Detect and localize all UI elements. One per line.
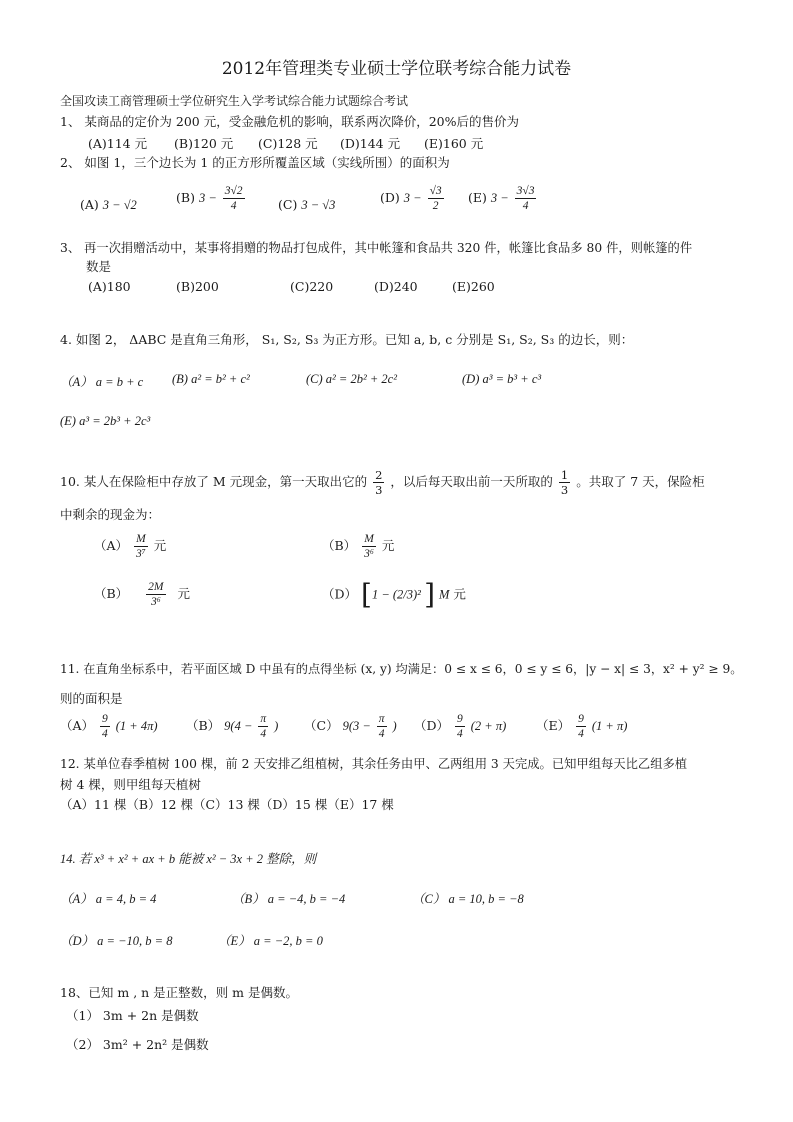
denominator: 4 xyxy=(230,200,237,212)
option-label: (E) xyxy=(468,190,487,205)
question-11-option-d xyxy=(414,712,506,741)
option-label: （C） xyxy=(304,718,339,733)
question-14-option: （D） a = −10, b = 8 xyxy=(60,934,173,948)
page-title: 2012年管理类专业硕士学位联考综合能力试卷 xyxy=(221,59,572,79)
question-10-option-d xyxy=(322,580,466,610)
denominator: 4 xyxy=(102,728,108,740)
denominator: 2 xyxy=(432,200,439,212)
fraction xyxy=(362,532,376,561)
fraction xyxy=(559,468,570,497)
numerator: 9 xyxy=(102,713,108,725)
question-11-option-e xyxy=(536,712,627,741)
question-12-stem: 12. 某单位春季植树 100 棵，前 2 天安排乙组植树，其余任务由甲、乙两组用 3 天完成。已知甲组每天比乙组多植 xyxy=(60,757,688,771)
option-label: （D） xyxy=(322,586,358,602)
numerator: 1 xyxy=(560,468,569,482)
numerator: √3 xyxy=(429,185,442,197)
question-3-option: (C)220 xyxy=(290,279,334,294)
question-1-stem: 1、 某商品的定价为 200 元，受金融危机的影响，联系两次降价，20%后的售价为 xyxy=(60,114,520,129)
fraction xyxy=(373,468,384,497)
unit: 元 xyxy=(381,538,395,553)
question-3-stem-cont: 数是 xyxy=(86,259,112,274)
unit: 元 xyxy=(153,538,167,553)
denominator: 3 xyxy=(375,483,383,497)
question-12-stem-cont: 树 4 棵，则甲组每天植树 xyxy=(60,777,201,792)
question-1-option: (E)160 元 xyxy=(424,136,484,151)
question-3-option: (D)240 xyxy=(374,279,418,294)
question-10-option-b xyxy=(322,532,394,561)
exam-subtitle: 全国攻读工商管理硕士学位研究生入学考试综合能力试题综合考试 xyxy=(60,94,409,108)
question-3-option: (E)260 xyxy=(452,279,495,294)
question-18-stem: 18、已知 m , n 是正整数，则 m 是偶数。 xyxy=(60,985,298,1000)
question-4-option: (E) a³ = 2b³ + 2c³ xyxy=(60,414,151,428)
option-expr: ) xyxy=(274,719,279,733)
fraction xyxy=(134,532,148,561)
option-expr: 3 − xyxy=(490,191,509,205)
option-label: （B） xyxy=(94,586,129,601)
question-14-stem: 14. 若 x³ + x² + ax + b 能被 x² − 3x + 2 整除，则 xyxy=(60,852,317,866)
option-expr: 9(4 − xyxy=(224,719,253,733)
denominator: 3⁶ xyxy=(364,548,374,560)
option-expr: 3 − √3 xyxy=(301,198,336,212)
numerator: 2M xyxy=(148,581,164,593)
numerator: M xyxy=(362,532,376,547)
question-14-option: （A） a = 4, b = 4 xyxy=(60,892,157,906)
stem-part: ，以后每天取出前一天所取的 xyxy=(390,474,553,489)
fraction xyxy=(223,184,245,213)
option-variable: M xyxy=(438,587,450,602)
unit: 元 xyxy=(453,586,466,602)
option-label: (C) xyxy=(278,197,298,212)
fraction xyxy=(576,712,586,741)
question-3-option: (B)200 xyxy=(176,279,219,294)
fraction xyxy=(377,712,387,741)
fraction xyxy=(515,184,537,213)
option-expr: 1 − (2/3)² xyxy=(371,587,425,602)
denominator: 3⁶ xyxy=(150,596,161,608)
question-18-condition: （2） 3m² + 2n² 是偶数 xyxy=(66,1037,209,1052)
question-4-stem: 4. 如图 2， ΔABC 是直角三角形， S₁, S₂, S₃ 为正方形。已知 a, b, c 分别是 S₁, S₂, S₃ 的边长，则： xyxy=(60,332,634,347)
question-14-option: （B） a = −4, b = −4 xyxy=(232,892,346,906)
numerator: 9 xyxy=(457,713,463,725)
option-label: （D） xyxy=(414,718,450,733)
numerator: 2 xyxy=(375,468,383,482)
question-11-option-a xyxy=(60,712,158,741)
question-14-option: （E） a = −2, b = 0 xyxy=(218,934,323,948)
option-label: （E） xyxy=(536,718,571,733)
denominator: 4 xyxy=(378,728,385,740)
question-2-option-d xyxy=(380,184,446,213)
question-2-option-b xyxy=(176,184,247,213)
option-expr: ) xyxy=(392,719,397,733)
question-10-option-a xyxy=(94,532,166,561)
numerator: π xyxy=(378,713,385,725)
fraction xyxy=(455,712,465,741)
numerator: 3√2 xyxy=(224,185,243,197)
question-11-option-c xyxy=(304,712,397,741)
question-11-option-b xyxy=(186,712,278,741)
question-12-options: （A）11 棵（B）12 棵（C）13 棵（D）15 棵（E）17 棵 xyxy=(60,797,394,812)
question-4-option: (C) a² = 2b² + 2c² xyxy=(306,372,397,386)
numerator: 3√3 xyxy=(516,185,535,197)
denominator: 4 xyxy=(578,728,584,740)
question-18-condition: （1） 3m + 2n 是偶数 xyxy=(66,1008,199,1023)
option-label: （B） xyxy=(322,538,357,553)
question-4-option: (B) a² = b² + c² xyxy=(172,372,250,386)
right-bracket: ] xyxy=(424,578,435,611)
question-1-option: (C)128 元 xyxy=(258,136,318,151)
denominator: 4 xyxy=(457,728,463,740)
left-bracket: [ xyxy=(361,578,372,611)
fraction xyxy=(258,712,268,741)
denominator: 3 xyxy=(560,483,569,497)
numerator: π xyxy=(260,713,267,725)
question-4-option: (D) a³ = b³ + c³ xyxy=(462,372,542,386)
question-11-stem: 11. 在直角坐标系中，若平面区域 D 中虽有的点得坐标 (x, y) 均满足：0 ≤ x ≤ 6，0 ≤ y ≤ 6，|y − x| ≤ 3，x² + y² ≥ 9。 xyxy=(60,662,743,676)
stem-part: 10. 某人在保险柜中存放了 M 元现金，第一天取出它的 xyxy=(60,474,368,489)
option-expr: 9(3 − xyxy=(342,719,371,733)
option-expr: 3 − xyxy=(403,191,422,205)
denominator: 4 xyxy=(260,728,267,740)
option-label: （A） xyxy=(60,718,95,733)
numerator: 9 xyxy=(578,713,584,725)
option-expr: (2 + π) xyxy=(470,719,507,733)
question-4-option: （A） a = b + c xyxy=(60,375,144,389)
denominator: 4 xyxy=(522,200,529,212)
question-14-option: （C） a = 10, b = −8 xyxy=(412,892,524,906)
option-label: （B） xyxy=(186,718,221,733)
option-expr: (1 + π) xyxy=(591,719,628,733)
fraction xyxy=(428,184,444,213)
question-10-option-c xyxy=(94,580,190,609)
question-1-option: (A)114 元 xyxy=(88,136,148,151)
option-label: （A） xyxy=(94,538,129,553)
fraction xyxy=(100,712,110,741)
question-10-stem xyxy=(60,468,705,497)
question-1-option: (B)120 元 xyxy=(174,136,234,151)
question-10-stem-cont: 中剩余的现金为： xyxy=(60,507,161,522)
question-3-stem: 3、 再一次捐赠活动中，某事将捐赠的物品打包成件，其中帐篷和食品共 320 件，帐篷比食品多 80 件，则帐篷的件 xyxy=(60,241,693,255)
denominator: 3⁷ xyxy=(136,548,146,560)
question-2-stem: 2、 如图 1，三个边长为 1 的正方形所覆盖区域（实线所围）的面积为 xyxy=(60,155,450,170)
stem-part: 。共取了 7 天，保险柜 xyxy=(576,474,705,489)
question-1-option: (D)144 元 xyxy=(340,136,401,151)
option-expr: (1 + 4π) xyxy=(115,719,158,733)
option-expr: 3 − √2 xyxy=(102,198,137,212)
option-label: (A) xyxy=(80,197,99,212)
question-3-option: (A)180 xyxy=(88,279,131,294)
unit: 元 xyxy=(177,586,191,601)
fraction xyxy=(146,580,165,609)
numerator: M xyxy=(134,532,148,547)
question-2-option-a xyxy=(80,197,137,213)
question-11-stem-cont: 则的面积是 xyxy=(60,691,123,706)
option-expr: 3 − xyxy=(198,191,217,205)
option-label: (D) xyxy=(380,190,400,205)
question-2-option-c xyxy=(278,197,335,213)
option-label: (B) xyxy=(176,190,195,205)
question-2-option-e xyxy=(468,184,538,213)
